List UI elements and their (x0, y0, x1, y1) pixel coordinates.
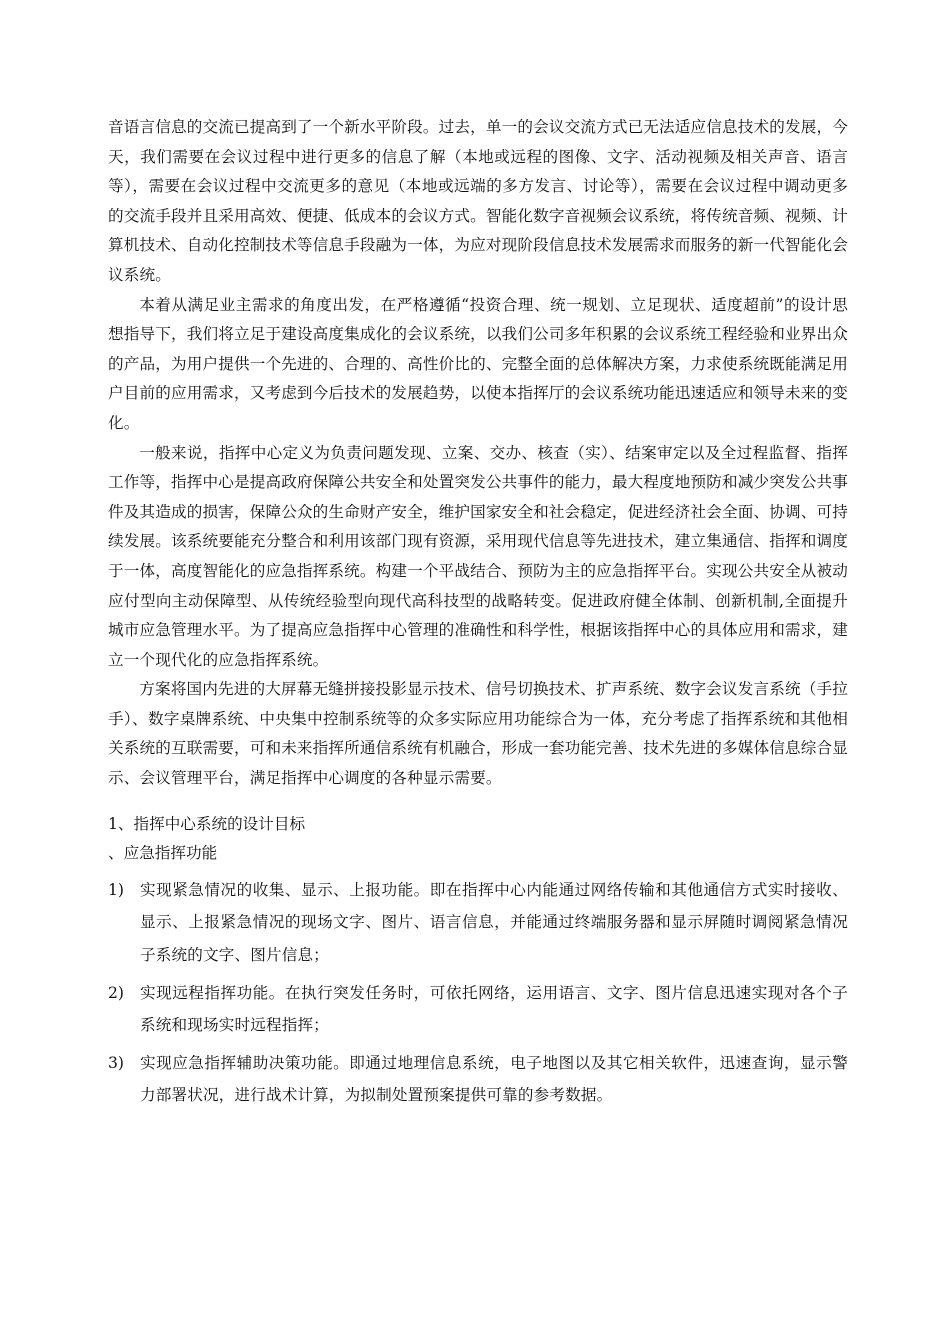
paragraph-solution-overview: 方案将国内先进的大屏幕无缝拼接投影显示技术、信号切换技术、扩声系统、数字会议发言系统（手拉手）、数字桌牌系统、中央集中控制系统等的众多实际应用功能综合为一体，充分考虑了指挥系统和其他相关系统的互联需要，可和未来指挥所通信系统有机融合，形成一套功能完善、技术先进的多媒体信息综合显示、会议管理平台，满足指挥中心调度的各种显示需要。 (108, 680, 848, 788)
list-item-text: 实现紧急情况的收集、显示、上报功能。即在指挥中心内能通过网络传输和其他通信方式实时接收、显示、上报紧急情况的现场文字、图片、语言信息，并能通过终端服务器和显示屏随时调阅紧急情况子系统的文字、图片信息； (140, 880, 848, 965)
list-item-number: 2) (108, 983, 125, 1002)
list-item (108, 1047, 848, 1112)
list-item-number: 1) (108, 880, 125, 899)
list-item-text: 实现远程指挥功能。在执行突发任务时，可依托网络，运用语言、文字、图片信息迅速实现对各个子系统和现场实时远程指挥； (140, 983, 848, 1035)
list-item (108, 977, 848, 1042)
paragraph-continuation: 音语言信息的交流已提高到了一个新水平阶段。过去，单一的会议交流方式已无法适应信息技术的发展，今天，我们需要在会议过程中进行更多的信息了解（本地或远程的图像、文字、活动视频及相关声音、语言等），需要在会议过程中交流更多的意见（本地或远端的多方发言、讨论等），需要在会议过程中调动更多的交流手段并且采用高效、便捷、低成本的会议方式。智能化数字音视频会议系统，将传统音频、视频、计算机技术、自动化控制技术等信息手段融为一体，为应对现阶段信息技术发展需求而服务的新一代智能化会议系统。 (108, 118, 848, 284)
document-body (108, 113, 848, 1112)
list-item (108, 874, 848, 972)
section-heading: 1、指挥中心系统的设计目标 (108, 814, 306, 833)
function-list (108, 874, 848, 1112)
paragraph-command-center-definition: 一般来说，指挥中心定义为负责问题发现、立案、交办、核查（实）、结案审定以及全过程监督、指挥工作等，指挥中心是提高政府保障公共安全和处置突发公共事件的能力，最大程度地预防和减少突发公共事件及其造成的损害，保障公众的生命财产安全，维护国家安全和社会稳定，促进经济社会全面、协调、可持续发展。该系统要能充分整合和利用该部门现有资源，采用现代信息等先进技术，建立集通信、指挥和调度于一体，高度智能化的应急指挥系统。构建一个平战结合、预防为主的应急指挥平台。实现公共安全从被动应付型向主动保障型、从传统经验型向现代高科技型的战略转变。促进政府健全体制、创新机制,全面提升城市应急管理水平。为了提高应急指挥中心管理的准确性和科学性，根据该指挥中心的具体应用和需求，建立一个现代化的应急指挥系统。 (108, 443, 848, 669)
list-item-number: 3) (108, 1053, 125, 1072)
subsection-heading: 、应急指挥功能 (108, 844, 218, 863)
list-item-text: 实现应急指挥辅助决策功能。即通过地理信息系统，电子地图以及其它相关软件，迅速查询，显示警力部署状况，进行战术计算，为拟制处置预案提供可靠的参考数据。 (140, 1053, 848, 1105)
paragraph-design-principle: 本着从满足业主需求的角度出发，在严格遵循“投资合理、统一规划、立足现状、适度超前”的设计思想指导下，我们将立足于建设高度集成化的会议系统，以我们公司多年积累的会议系统工程经验和业界出众的产品，为用户提供一个先进的、合理的、高性价比的、完整全面的总体解决方案，力求使系统既能满足用户目前的应用需求，又考虑到今后技术的发展趋势，以使本指挥厅的会议系统功能迅速适应和领导未来的变化。 (108, 295, 848, 432)
